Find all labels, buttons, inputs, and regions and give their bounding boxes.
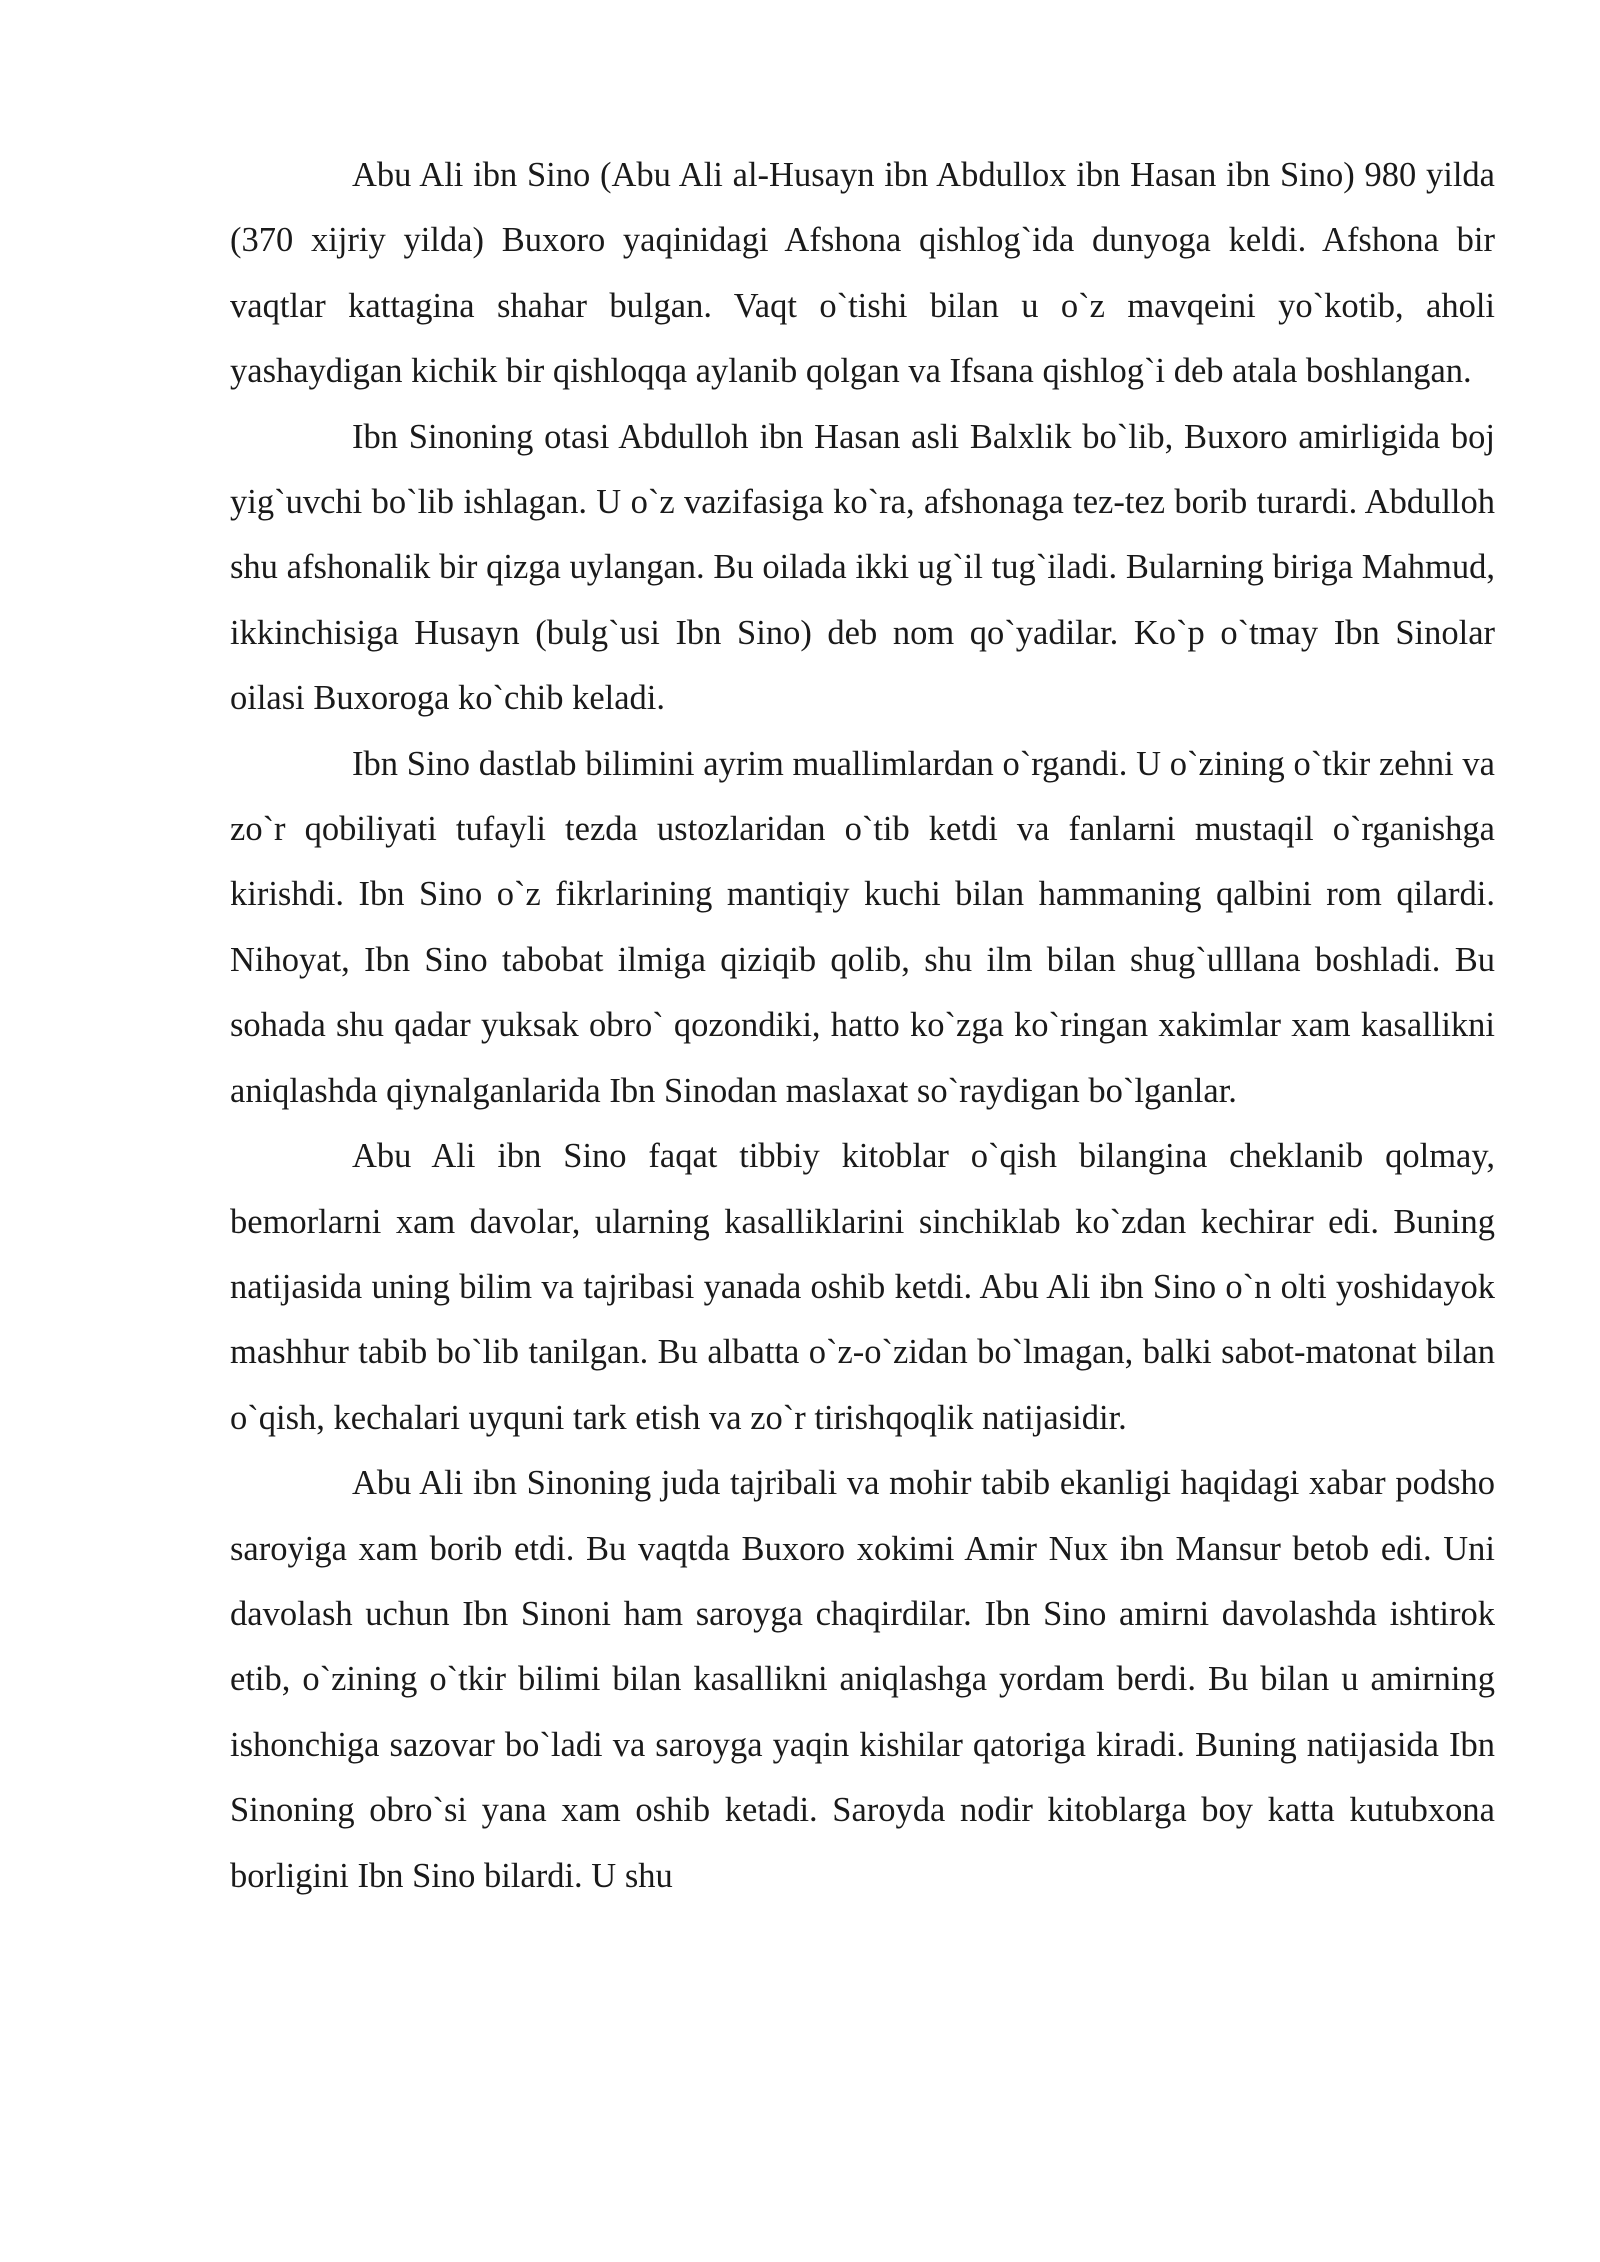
- paragraph: Abu Ali ibn Sino faqat tibbiy kitoblar o`qish bilangina cheklanib qolmay, bemorlarni xam davolar, ularning kasalliklarini sinchiklab ko`zdan kechirar edi. Buning natijasida uning bilim va tajribasi yanada oshib ketdi. Abu Ali ibn Sino o`n olti yoshidayok mashhur tabib bo`lib tanilgan. Bu albatta o`z-o`zidan bo`lmagan, balki sabot-matonat bilan o`qish, kechalari uyquni tark etish va zo`r tirishqoqlik natijasidir.: [230, 1137, 1495, 1437]
- paragraph: Ibn Sino dastlab bilimini ayrim muallimlardan o`rgandi. U o`zining o`tkir zehni va zo`r qobiliyati tufayli tezda ustozlaridan o`tib ketdi va fanlarni mustaqil o`rganishga kirishdi. Ibn Sino o`z fikrlarining mantiqiy kuchi bilan hammaning qalbini rom qilardi. Nihoyat, Ibn Sino tabobat ilmiga qiziqib qolib, shu ilm bilan shug`ulllana boshladi. Bu sohada shu qadar yuksak obro` qozondiki, hatto ko`zga ko`ringan xakimlar xam kasallikni aniqlashda qiynalganlarida Ibn Sinodan maslaxat so`raydigan bo`lganlar.: [230, 744, 1495, 1110]
- paragraph: Abu Ali ibn Sino (Abu Ali al-Husayn ibn Abdullox ibn Hasan ibn Sino) 980 yilda (370 xijriy yilda) Buxoro yaqinidagi Afshona qishlog`ida dunyoga keldi. Afshona bir vaqtlar kattagina shahar bulgan. Vaqt o`tishi bilan u o`z mavqeini yo`kotib, aholi yashaydigan kichik bir qishloqqa aylanib qolgan va Ifsana qishlog`i deb atala boshlangan.: [230, 156, 1495, 391]
- body-text: [230, 143, 1495, 1909]
- paragraph: Abu Ali ibn Sinoning juda tajribali va mohir tabib ekanligi haqidagi xabar podsho saroyiga xam borib etdi. Bu vaqtda Buxoro xokimi Amir Nux ibn Mansur betob edi. Uni davolash uchun Ibn Sinoni ham saroyga chaqirdilar. Ibn Sino amirni davolashda ishtirok etib, o`zining o`tkir bilimi bilan kasallikni aniqlashga yordam berdi. Bu bilan u amirning ishonchiga sazovar bo`ladi va saroyga yaqin kishilar qatoriga kiradi. Buning natijasida Ibn Sinoning obro`si yana xam oshib ketadi. Saroyda nodir kitoblarga boy katta kutubxona borligini Ibn Sino bilardi. U shu: [230, 1464, 1495, 1895]
- paragraph: Ibn Sinoning otasi Abdulloh ibn Hasan asli Balxlik bo`lib, Buxoro amirligida boj yig`uvchi bo`lib ishlagan. U o`z vazifasiga ko`ra, afshonaga tez-tez borib turardi. Abdulloh shu afshonalik bir qizga uylangan. Bu oilada ikki ug`il tug`iladi. Bularning biriga Mahmud, ikkinchisiga Husayn (bulg`usi Ibn Sino) deb nom qo`yadilar. Ko`p o`tmay Ibn Sinolar oilasi Buxoroga ko`chib keladi.: [230, 417, 1495, 718]
